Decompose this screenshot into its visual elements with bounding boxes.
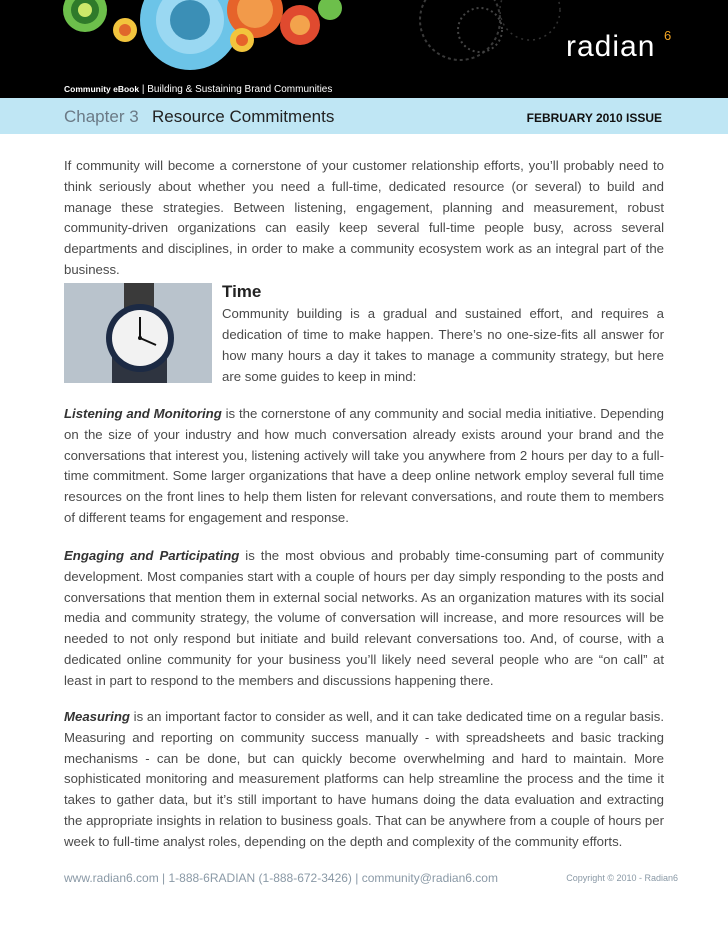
listening-paragraph [64,404,664,529]
time-heading: Time [222,282,262,301]
footer-contact: www.radian6.com | 1-888-6RADIAN (1-888-672-3426) | community@radian6.com [64,871,498,885]
chapter-number: Chapter 3 [64,107,139,126]
engaging-paragraph [64,546,664,692]
intro-paragraph: If community will become a cornerstone of your customer relationship efforts, you’ll probably need to think seriously about whether you need a full-time, dedicated resource (or several) to build and manage these strategies. Between listening, engagement, planning and measurement, robust community-driven organizations can easily keep several full-time people busy, across several departments and disciplines, in order to make a community ecosystem work as an integral part of the business. [64,158,664,277]
ebook-subtitle-line [64,84,332,95]
listening-body: is the cornerstone of any community and social media initiative. Depending on the size of your industry and how much conversation already exists around your brand and the conversations that interest you, listening actively will take you anywhere from 2 hours per day to a full-time commitment. Some larger organizations that have a deep online network employ several full time resources on the front lines to help them listen for relevant conversations, and route them to members of different teams for engagement and response. [64,406,664,525]
measuring-paragraph [64,707,664,853]
ebook-separator: | [141,84,145,95]
footer-copyright: Copyright © 2010 - Radian6 [566,873,678,883]
page-header [0,0,728,98]
issue-date: FEBRUARY 2010 ISSUE [526,111,662,125]
ebook-subtitle: Building & Sustaining Brand Communities [147,84,333,95]
ebook-label: Community eBook [64,84,140,94]
chapter-title: Resource Commitments [152,107,335,126]
measuring-body: is an important factor to consider as well, and it can take dedicated time on a regular basis. Measuring and reporting on community success manually - with spreadsheets and basic tracking mechanisms - can be done, but can quickly become overwhelming and hard to maintain. More sophisticated monitoring and measurement platforms can help streamline the process and the time it takes to gather data, but it’s still important to have humans doing the data evaluation and extracting the appropriate insights in relation to business goals. That can be anywhere from a couple of hours per week to full-time analyst roles, depending on the depth and complexity of the community efforts. [64,709,664,849]
time-paragraph: Community building is a gradual and sustained effort, and requires a dedication of time to make happen. There’s no one-size-fits all answer for how many hours a day it takes to manage a community strategy, but here are some guides to keep in mind: [222,306,664,384]
engaging-lead: Engaging and Participating [64,548,240,563]
radian6-logo: radian [566,30,656,63]
measuring-lead: Measuring [64,709,130,724]
radian6-logo-six: 6 [664,28,672,43]
listening-lead: Listening and Monitoring [64,406,222,421]
clock-photo [64,283,212,383]
engaging-body: is the most obvious and probably time-consuming part of community development. Most companies start with a couple of hours per day simply responding to the posts and conversations that mention them in external social networks. As an organization matures with its social media and community strategy, the volume of conversation will increase, and more resources will be needed to not only respond but initiate and build relevant conversations too. And, of course, with a dedicated online community for your business you’ll likely need several people who are “on call” at least in part to respond to the members and discussions happening there. [64,548,665,688]
